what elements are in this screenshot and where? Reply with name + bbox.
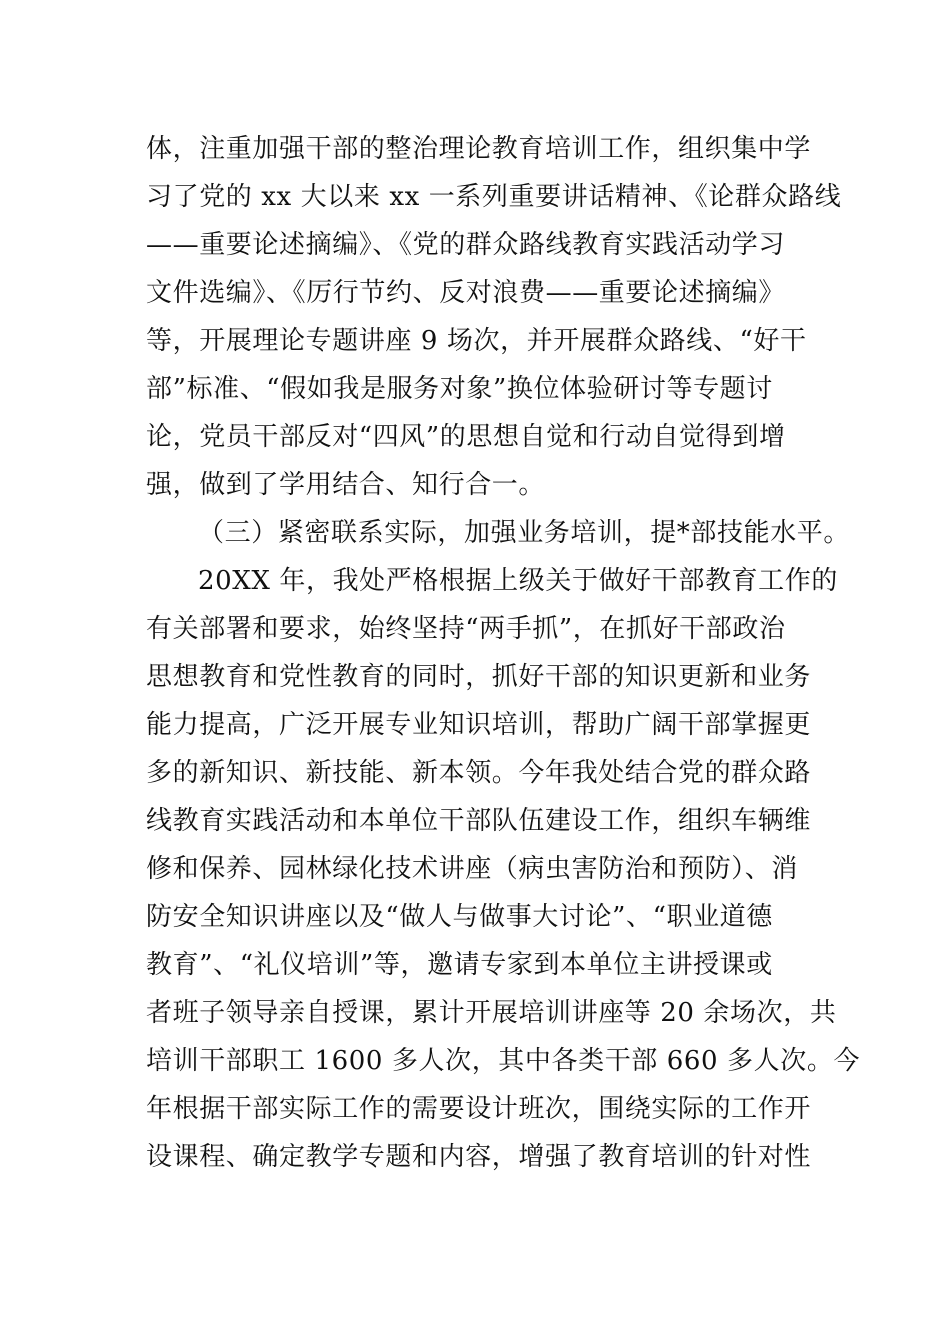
text-line: 线教育实践活动和本单位干部队伍建设工作，组织车辆维 bbox=[146, 806, 812, 836]
text-line: 能力提高，广泛开展专业知识培训，帮助广阔干部掌握更 bbox=[146, 710, 812, 740]
text-line: 培训干部职工 1600 多人次，其中各类干部 660 多人次。今 bbox=[146, 1046, 861, 1076]
text-line: 论，党员干部反对“四风”的思想自觉和行动自觉得到增 bbox=[146, 422, 786, 452]
text-line: 思想教育和党性教育的同时，抓好干部的知识更新和业务 bbox=[146, 662, 812, 692]
section-heading: （三）紧密联系实际，加强业务培训，提*部技能水平。 bbox=[198, 518, 851, 548]
text-line: 文件选编》、《厉行节约、反对浪费——重要论述摘编》 bbox=[146, 278, 786, 308]
text-line: 强，做到了学用结合、知行合一。 bbox=[146, 470, 546, 500]
text-line: 等，开展理论专题讲座 9 场次，并开展群众路线、“好干 bbox=[146, 326, 807, 356]
text-line: 防安全知识讲座以及“做人与做事大讨论”、“职业道德 bbox=[146, 902, 773, 932]
text-line: 设课程、确定教学专题和内容，增强了教育培训的针对性 bbox=[146, 1142, 812, 1172]
text-line: 多的新知识、新技能、新本领。今年我处结合党的群众路 bbox=[146, 758, 812, 788]
text-line: 年根据干部实际工作的需要设计班次，围绕实际的工作开 bbox=[146, 1094, 812, 1124]
text-line: 修和保养、园林绿化技术讲座（病虫害防治和预防）、消 bbox=[146, 854, 799, 884]
text-line: 教育”、“礼仪培训”等，邀请专家到本单位主讲授课或 bbox=[146, 950, 773, 980]
text-line: 习了党的 xx 大以来 xx 一系列重要讲话精神、《论群众路线 bbox=[146, 182, 842, 212]
text-line: 有关部署和要求，始终坚持“两手抓”，在抓好干部政治 bbox=[146, 614, 786, 644]
text-line: 体，注重加强干部的整治理论教育培训工作，组织集中学 bbox=[146, 134, 812, 164]
text-line: 者班子领导亲自授课，累计开展培训讲座等 20 余场次，共 bbox=[146, 998, 837, 1028]
text-line: 部”标准、“假如我是服务对象”换位体验研讨等专题讨 bbox=[146, 374, 773, 404]
paragraph-first-line: 20XX 年，我处严格根据上级关于做好干部教育工作的 bbox=[198, 566, 838, 596]
text-line: ——重要论述摘编》、《党的群众路线教育实践活动学习 bbox=[146, 230, 786, 260]
